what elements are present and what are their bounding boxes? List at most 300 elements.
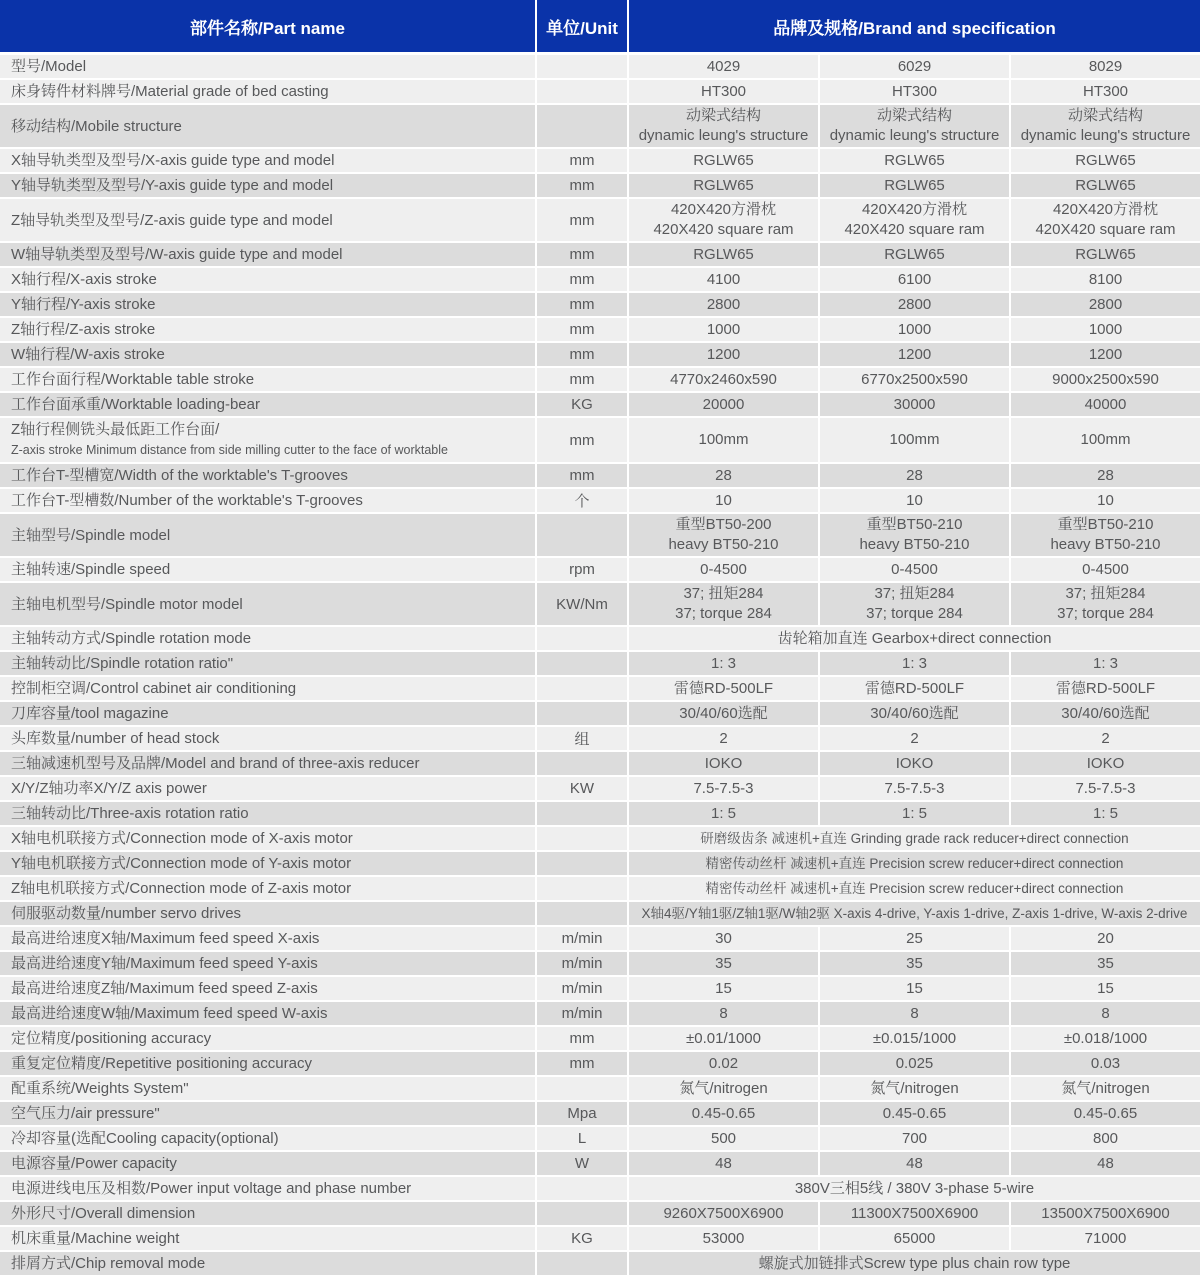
- value-text: dynamic leung's structure: [1020, 127, 1191, 144]
- value-text: 420X420 square ram: [844, 221, 985, 238]
- unit-cell: [535, 1202, 627, 1227]
- value-cell: [627, 1027, 818, 1052]
- table-row: [0, 627, 1200, 652]
- value-cell: [818, 927, 1009, 952]
- table-row: [0, 777, 1200, 802]
- value-cell: [818, 318, 1009, 343]
- value-text: 4029: [706, 57, 741, 75]
- unit-cell: mm: [535, 343, 627, 368]
- part-name-cell: [0, 1202, 535, 1227]
- unit-cell: mm: [535, 1052, 627, 1077]
- value-text: 0.45-0.65: [882, 1104, 947, 1122]
- table-row: [0, 174, 1200, 199]
- table-row: [0, 702, 1200, 727]
- part-name-text: 控制柜空调/Control cabinet air conditioning: [11, 680, 297, 697]
- value-cell: [1009, 1152, 1200, 1177]
- value-cell: [627, 243, 818, 268]
- value-cell: [818, 1002, 1009, 1027]
- value-cell: [818, 1027, 1009, 1052]
- value-cell: [627, 1202, 818, 1227]
- table-row: [0, 1252, 1200, 1277]
- value-text: 100mm: [698, 431, 749, 448]
- part-name-cell: [0, 627, 535, 652]
- value-cell: [818, 418, 1009, 464]
- value-text: 氮气/nitrogen: [679, 1079, 768, 1097]
- value-cell: [1009, 318, 1200, 343]
- value-cell: [627, 1102, 818, 1127]
- value-cell: [818, 368, 1009, 393]
- table-row: [0, 1127, 1200, 1152]
- table-row: [0, 727, 1200, 752]
- value-text: 35: [906, 954, 923, 972]
- value-text: 25: [906, 929, 923, 947]
- unit-cell: mm: [535, 199, 627, 243]
- part-name-text: 冷却容量(选配Cooling capacity(optional): [11, 1130, 279, 1147]
- value-text: 35: [715, 954, 732, 972]
- part-name-text: 工作台T-型槽数/Number of the worktable's T-grooves: [11, 492, 363, 509]
- value-cell: [627, 702, 818, 727]
- value-text: 1: 5: [1092, 804, 1119, 822]
- part-name-text: Y轴行程/Y-axis stroke: [11, 296, 156, 313]
- value-text: 6770x2500x590: [861, 370, 968, 388]
- part-name-text: 型号/Model: [11, 58, 87, 75]
- value-text: ±0.018/1000: [1063, 1029, 1148, 1047]
- value-cell: [627, 752, 818, 777]
- value-cell: [627, 418, 818, 464]
- value-text: 37; 扭矩284: [683, 585, 764, 602]
- value-cell: [818, 55, 1009, 80]
- value-text: 螺旋式加链排式Screw type plus chain row type: [758, 1254, 1071, 1272]
- value-cell: [818, 752, 1009, 777]
- table-row: [0, 80, 1200, 105]
- spec-table-body: [0, 55, 1200, 1277]
- value-text: 氮气/nitrogen: [870, 1079, 959, 1097]
- part-name-text: 工作台面承重/Worktable loading-bear: [11, 396, 260, 413]
- value-cell: [1009, 55, 1200, 80]
- value-text: 0.025: [895, 1054, 934, 1072]
- part-name-cell: [0, 343, 535, 368]
- value-cell: [627, 199, 818, 243]
- value-text: 28: [715, 466, 732, 484]
- unit-cell: [535, 80, 627, 105]
- value-text: 8: [910, 1004, 919, 1022]
- part-name-text: 最高进给速度Y轴/Maximum feed speed Y-axis: [11, 955, 318, 972]
- value-cell: [818, 1102, 1009, 1127]
- value-cell: [627, 952, 818, 977]
- unit-cell: 组: [535, 727, 627, 752]
- part-name-cell: [0, 149, 535, 174]
- value-text: 0.45-0.65: [1073, 1104, 1138, 1122]
- unit-cell: [535, 1252, 627, 1277]
- value-text: 动梁式结构: [876, 107, 952, 124]
- value-text: 37; 扭矩284: [1065, 585, 1146, 602]
- part-name-cell: [0, 318, 535, 343]
- value-text: 重型BT50-200: [675, 516, 772, 533]
- part-name-cell: [0, 1177, 535, 1202]
- unit-cell: mm: [535, 243, 627, 268]
- table-row: [0, 489, 1200, 514]
- value-text: 1: 3: [1092, 654, 1119, 672]
- value-text: 雷德RD-500LF: [673, 679, 774, 697]
- table-row: [0, 1077, 1200, 1102]
- value-cell: [627, 977, 818, 1002]
- value-cell: [1009, 927, 1200, 952]
- value-text: 1000: [706, 320, 741, 338]
- part-name-cell: [0, 105, 535, 149]
- value-cell: [627, 802, 818, 827]
- value-cell: [818, 149, 1009, 174]
- value-text: RGLW65: [884, 176, 945, 194]
- value-cell: [818, 702, 1009, 727]
- value-cell: [818, 393, 1009, 418]
- part-name-cell: [0, 199, 535, 243]
- value-cell: [627, 149, 818, 174]
- value-text: 重型BT50-210: [1057, 516, 1154, 533]
- part-name-cell: [0, 877, 535, 902]
- table-row: [0, 902, 1200, 927]
- part-name-cell: [0, 514, 535, 558]
- unit-cell: mm: [535, 368, 627, 393]
- table-row: [0, 268, 1200, 293]
- table-row: [0, 418, 1200, 464]
- value-cell: [627, 105, 818, 149]
- value-text: 雷德RD-500LF: [1055, 679, 1156, 697]
- value-cell: [627, 583, 818, 627]
- value-text: 1: 3: [710, 654, 737, 672]
- part-name-cell: [0, 1127, 535, 1152]
- part-name-text: 主轴电机型号/Spindle motor model: [11, 595, 243, 613]
- value-text: 8: [1101, 1004, 1110, 1022]
- value-text: 2800: [1088, 295, 1123, 313]
- value-text: 420X420 square ram: [1035, 221, 1176, 238]
- unit-cell: KG: [535, 1227, 627, 1252]
- value-cell: [1009, 489, 1200, 514]
- value-text: 420X420方滑枕: [1052, 201, 1159, 218]
- part-name-cell: [0, 464, 535, 489]
- part-name-text: X/Y/Z轴功率X/Y/Z axis power: [11, 780, 207, 797]
- value-cell: [1009, 702, 1200, 727]
- value-cell: [627, 877, 1200, 902]
- unit-cell: [535, 1077, 627, 1102]
- part-name-text: 床身铸件材料牌号/Material grade of bed casting: [11, 83, 329, 100]
- value-text: RGLW65: [693, 245, 754, 263]
- value-text: 2800: [897, 295, 932, 313]
- part-name-text: 配重系统/Weights System": [11, 1080, 189, 1097]
- value-cell: [627, 293, 818, 318]
- value-cell: [1009, 752, 1200, 777]
- unit-cell: [535, 752, 627, 777]
- value-text: RGLW65: [884, 245, 945, 263]
- value-cell: [1009, 149, 1200, 174]
- value-text: heavy BT50-210: [668, 536, 779, 553]
- value-cell: [627, 1227, 818, 1252]
- unit-cell: mm: [535, 174, 627, 199]
- unit-cell: mm: [535, 1027, 627, 1052]
- value-text: 精密传动丝杆 减速机+直连 Precision screw reducer+direct connection: [705, 855, 1124, 871]
- value-text: 28: [906, 466, 923, 484]
- value-cell: [627, 777, 818, 802]
- value-text: 20000: [702, 395, 745, 413]
- table-row: [0, 1152, 1200, 1177]
- value-text: 7.5-7.5-3: [884, 779, 945, 797]
- unit-cell: [535, 877, 627, 902]
- value-cell: [818, 243, 1009, 268]
- header-part-name: 部件名称/Part name: [0, 0, 535, 55]
- part-name-cell: [0, 55, 535, 80]
- value-cell: [627, 514, 818, 558]
- value-cell: [627, 627, 1200, 652]
- value-cell: [818, 489, 1009, 514]
- unit-cell: W: [535, 1152, 627, 1177]
- part-name-cell: [0, 652, 535, 677]
- value-cell: [627, 174, 818, 199]
- value-cell: [1009, 1227, 1200, 1252]
- value-text: 动梁式结构: [1067, 107, 1143, 124]
- value-text: 研磨级齿条 减速机+直连 Grinding grade rack reducer+direct connection: [700, 830, 1129, 846]
- value-cell: [627, 1002, 818, 1027]
- value-text: 15: [1097, 979, 1114, 997]
- part-name-text: 工作台面行程/Worktable table stroke: [11, 371, 255, 388]
- value-cell: [1009, 677, 1200, 702]
- value-text: 雷德RD-500LF: [864, 679, 965, 697]
- value-text: 0.03: [1090, 1054, 1121, 1072]
- value-text: 10: [906, 491, 923, 509]
- value-cell: [1009, 243, 1200, 268]
- part-name-cell: [0, 1227, 535, 1252]
- value-cell: [1009, 514, 1200, 558]
- unit-cell: [535, 1177, 627, 1202]
- unit-cell: [535, 514, 627, 558]
- value-cell: [1009, 199, 1200, 243]
- part-name-cell: [0, 489, 535, 514]
- value-cell: [1009, 293, 1200, 318]
- unit-cell: [535, 852, 627, 877]
- value-cell: [1009, 977, 1200, 1002]
- value-cell: [627, 368, 818, 393]
- value-text: 48: [906, 1154, 923, 1172]
- part-name-text: Y轴电机联接方式/Connection mode of Y-axis motor: [11, 855, 352, 872]
- value-cell: [818, 777, 1009, 802]
- value-text: 500: [710, 1129, 737, 1147]
- value-cell: [1009, 1052, 1200, 1077]
- unit-cell: [535, 677, 627, 702]
- table-row: [0, 393, 1200, 418]
- part-name-cell: [0, 1252, 535, 1277]
- value-text: ±0.015/1000: [872, 1029, 957, 1047]
- part-name-text: 定位精度/positioning accuracy: [11, 1030, 212, 1047]
- part-name-cell: [0, 243, 535, 268]
- value-text: 7.5-7.5-3: [1075, 779, 1136, 797]
- value-text: 420X420方滑枕: [670, 201, 777, 218]
- part-name-cell: [0, 268, 535, 293]
- value-text: IOKO: [704, 754, 743, 772]
- table-row: [0, 1027, 1200, 1052]
- part-name-text: 主轴转动方式/Spindle rotation mode: [11, 630, 252, 647]
- part-name-cell: [0, 702, 535, 727]
- value-text: 48: [715, 1154, 732, 1172]
- value-text: 37; torque 284: [866, 605, 963, 622]
- value-cell: [1009, 558, 1200, 583]
- value-cell: [627, 489, 818, 514]
- part-name-text: 头库数量/number of head stock: [11, 730, 220, 747]
- value-text: 13500X7500X6900: [1041, 1204, 1170, 1222]
- value-text: X轴4驱/Y轴1驱/Z轴1驱/W轴2驱 X-axis 4-drive, Y-axis 1-drive, Z-axis 1-drive, W-axis 2-drive: [641, 905, 1188, 921]
- value-text: 精密传动丝杆 减速机+直连 Precision screw reducer+direct connection: [705, 880, 1124, 896]
- value-text: 2: [1101, 729, 1110, 747]
- table-row: [0, 1052, 1200, 1077]
- part-name-cell: [0, 393, 535, 418]
- part-name-cell: [0, 368, 535, 393]
- value-text: 10: [1097, 491, 1114, 509]
- unit-cell: 个: [535, 489, 627, 514]
- value-cell: [818, 727, 1009, 752]
- value-cell: [1009, 583, 1200, 627]
- value-cell: [818, 1077, 1009, 1102]
- value-text: 4100: [706, 270, 741, 288]
- value-text: RGLW65: [1075, 151, 1136, 169]
- part-name-cell: [0, 727, 535, 752]
- value-text: 53000: [702, 1229, 745, 1247]
- value-cell: [818, 80, 1009, 105]
- unit-cell: L: [535, 1127, 627, 1152]
- value-cell: [818, 174, 1009, 199]
- value-text: 380V三相5线 / 380V 3-phase 5-wire: [794, 1179, 1035, 1197]
- value-text: 420X420 square ram: [653, 221, 794, 238]
- value-text: RGLW65: [693, 176, 754, 194]
- part-name-cell: [0, 583, 535, 627]
- value-text: 11300X7500X6900: [850, 1204, 979, 1222]
- value-text: 30/40/60选配: [1061, 704, 1150, 722]
- table-row: [0, 677, 1200, 702]
- table-row: [0, 1177, 1200, 1202]
- value-text: 65000: [893, 1229, 936, 1247]
- part-name-text: 最高进给速度X轴/Maximum feed speed X-axis: [11, 930, 320, 947]
- value-cell: [818, 652, 1009, 677]
- value-text: 15: [715, 979, 732, 997]
- part-name-cell: [0, 418, 535, 464]
- value-cell: [627, 677, 818, 702]
- value-text: 2: [910, 729, 919, 747]
- value-cell: [1009, 464, 1200, 489]
- value-cell: [1009, 727, 1200, 752]
- part-name-cell: [0, 293, 535, 318]
- value-cell: [627, 55, 818, 80]
- value-text: 0-4500: [891, 560, 938, 578]
- part-name-text: 主轴型号/Spindle model: [11, 526, 171, 544]
- part-name-cell: [0, 1052, 535, 1077]
- part-name-cell: [0, 827, 535, 852]
- value-cell: [1009, 952, 1200, 977]
- unit-cell: [535, 902, 627, 927]
- value-cell: [818, 1052, 1009, 1077]
- part-name-text: 移动结构/Mobile structure: [11, 117, 182, 135]
- value-text: HT300: [891, 82, 938, 100]
- value-text: 10: [715, 491, 732, 509]
- part-name-cell: [0, 927, 535, 952]
- value-text: 4770x2460x590: [670, 370, 777, 388]
- unit-cell: m/min: [535, 1002, 627, 1027]
- value-text: 1200: [1088, 345, 1123, 363]
- part-name-cell: [0, 1102, 535, 1127]
- table-row: [0, 752, 1200, 777]
- value-text: IOKO: [895, 754, 934, 772]
- part-name-cell: [0, 902, 535, 927]
- value-text: 28: [1097, 466, 1114, 484]
- unit-cell: mm: [535, 268, 627, 293]
- table-row: [0, 199, 1200, 243]
- part-name-text: 电源进线电压及相数/Power input voltage and phase number: [11, 1180, 412, 1197]
- table-row: [0, 852, 1200, 877]
- value-cell: [627, 464, 818, 489]
- value-text: 6029: [897, 57, 932, 75]
- value-text: 0-4500: [700, 560, 747, 578]
- part-name-text: 伺服驱动数量/number servo drives: [11, 905, 242, 922]
- value-cell: [627, 902, 1200, 927]
- value-cell: [627, 1152, 818, 1177]
- unit-cell: mm: [535, 464, 627, 489]
- value-text: 37; torque 284: [675, 605, 772, 622]
- value-text: 1200: [897, 345, 932, 363]
- value-cell: [818, 583, 1009, 627]
- unit-cell: [535, 652, 627, 677]
- part-name-cell: [0, 977, 535, 1002]
- value-text: 1200: [706, 345, 741, 363]
- part-name-text: 机床重量/Machine weight: [11, 1230, 180, 1247]
- value-cell: [627, 927, 818, 952]
- value-cell: [818, 677, 1009, 702]
- part-name-text: 工作台T-型槽宽/Width of the worktable's T-grooves: [11, 467, 348, 484]
- value-cell: [627, 558, 818, 583]
- part-name-text: 外形尺寸/Overall dimension: [11, 1205, 196, 1222]
- value-cell: [627, 852, 1200, 877]
- table-row: [0, 243, 1200, 268]
- table-row: [0, 1227, 1200, 1252]
- table-row: [0, 318, 1200, 343]
- value-cell: [818, 105, 1009, 149]
- table-row: [0, 293, 1200, 318]
- table-row: [0, 514, 1200, 558]
- table-row: [0, 827, 1200, 852]
- value-text: HT300: [700, 82, 747, 100]
- part-name-cell: [0, 1152, 535, 1177]
- part-name-cell: [0, 752, 535, 777]
- table-row: [0, 368, 1200, 393]
- part-name-cell: [0, 1002, 535, 1027]
- value-cell: [1009, 1077, 1200, 1102]
- value-text: 71000: [1084, 1229, 1127, 1247]
- value-text: RGLW65: [693, 151, 754, 169]
- unit-cell: KW: [535, 777, 627, 802]
- part-name-cell: [0, 80, 535, 105]
- value-text: 1: 3: [901, 654, 928, 672]
- value-text: 齿轮箱加直连 Gearbox+direct connection: [777, 629, 1052, 647]
- table-row: [0, 652, 1200, 677]
- value-text: 30: [715, 929, 732, 947]
- value-cell: [1009, 393, 1200, 418]
- value-text: HT300: [1082, 82, 1129, 100]
- value-text: 37; 扭矩284: [874, 585, 955, 602]
- value-text: ±0.01/1000: [686, 1029, 761, 1047]
- part-name-text: 电源容量/Power capacity: [11, 1155, 177, 1172]
- value-text: 7.5-7.5-3: [693, 779, 754, 797]
- value-text: heavy BT50-210: [859, 536, 970, 553]
- unit-cell: mm: [535, 149, 627, 174]
- part-name-cell: [0, 174, 535, 199]
- value-cell: [1009, 777, 1200, 802]
- value-text: 2: [719, 729, 728, 747]
- value-cell: [1009, 1202, 1200, 1227]
- part-name-text: 主轴转动比/Spindle rotation ratio": [11, 655, 234, 672]
